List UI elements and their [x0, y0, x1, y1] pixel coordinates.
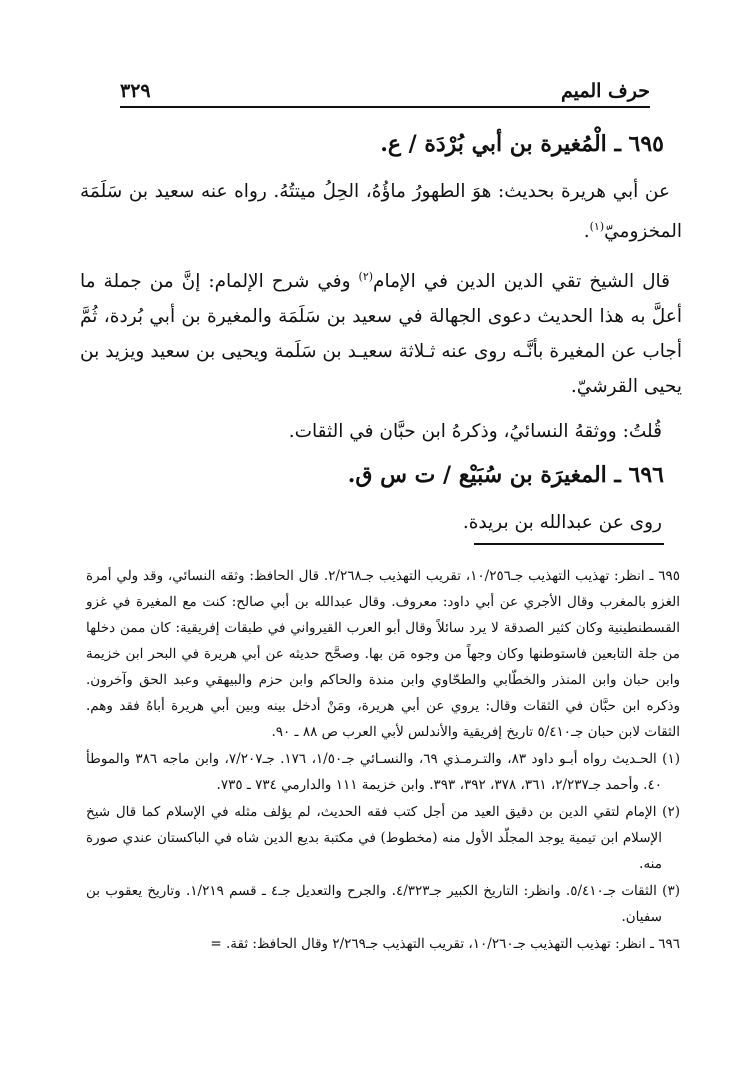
entry-695-p1-end: .: [583, 221, 590, 243]
page-header: [120, 72, 650, 108]
entry-696-heading: ٦٩٦ ـ المغيرَة بن سُبَيْع / ت س ق.: [347, 462, 664, 489]
author-remark: قُلتُ: ووثقهُ النسائيُ، وذكرهُ ابن حبَّان في الثقات.: [288, 421, 662, 443]
footnote-2: (٢) الإمام لتقي الدين بن دقيق العيد من أجل كتب فقه الحديث، لم يؤلف مثله في الإسلام كما قال شيخ الإسلام ابن تيمية يوجد المجلّد الأول منه (مخطوط) في مكتبة بديع الدين شاه في الباكستان عندي صورة منه.: [86, 804, 681, 872]
footnote-3: (٣) الثقات جـ٥/٤١٠. وانظر: التاريخ الكبير جـ٤/٣٢٣. والجرح والتعديل جـ٤ ـ قسم ١/٢١٩. وتاريخ يعقوب بن سفيان.: [86, 883, 680, 925]
footnote-695: ٦٩٥ ـ انظر: تهذيب التهذيب جـ١٠/٢٥٦، تقريب التهذيب جـ٢/٢٦٨. قال الحافظ: وثقه النسائي، وقد ولي أمرة الغزو بالمغرب وقال الأجري عن أبي داود: معروف. وقال عبدالله بن أبي صالح: كنت مع المغيرة في غزو القسطنطينية وكان كثير الصدقة لا يرد سائلاً وقال أبو العرب القيرواني في طبقات إفريقية: كان ممن دخلها من جلة التابعين فاستوطنها وكان وجهاً من وجوه مَن بها. وصحَّح حديثه عن أبي هريرة في البحر ابن خزيمة وابن حبان وابن المنذر والخطّابي والطحّاوي وابن مندة والحاكم وابن حزم والبيهقي وعبد الحق وآخرون. وذكره ابن حبَّان في الثقات وقال: يروي عن أبي هريرة، ومَنْ أدخل بينه وبين أبي هريرة أباهُ فقد وهم. الثقات لابن حبان جـ٥/٤١٠ تاريخ إفريقية والأندلس لأبي العرب ص ٨٨ ـ ٩٠.: [86, 568, 680, 740]
footnote-ref-1: (١): [589, 220, 605, 233]
entry-695-paragraph-2: [80, 259, 682, 404]
entry-695-p1-text: عن أبي هريرة بحديث: هوَ الطهورُ ماؤُهُ، الحِلُ ميتتُهُ. رواه عنه سعيد بن سَلَمَة المخزوميّ: [80, 181, 682, 243]
entry-695-p2-text-b: وفي شرح الإلمام: إنَّ من جملة ما أعلَّ به هذا الحديث دعوى الجهالة في سعيد بن سَلَمَة والمغيرة بن أبي بُردة، ثُمَّ أجاب عن المغيرة بأنَّـه روى عنه ثـلاثة سعيـد بن سَلَمة ويحيى بن سعيد ويزيد بن يحيى القرشيّ.: [80, 271, 682, 398]
entry-695-paragraph-1: [80, 174, 682, 249]
footnote-1: (١) الحـديث رواه أبـو داود ٨٣، والتـرمـذي ٦٩، والنسـائي جـ١/٥٠، ١٧٦. جـ٧/٢٠٧، وابن ماجه ٣٨٦ والموطأ ٤٠. وأحمد جـ٢/٢٣٧، ٣٦١، ٣٧٨، ٣٩٢، ٣٩٣. وابن خزيمة ١١١ والدارمي ٧٣٤ ـ ٧٣٥.: [86, 751, 680, 793]
footnotes: [86, 563, 680, 958]
entry-696-paragraph-1: روى عن عبدالله بن بريدة.: [462, 512, 662, 534]
footnote-696: ٦٩٦ ـ انظر: تهذيب التهذيب جـ١٠/٢٦٠، تقريب التهذيب جـ٢/٢٦٩ وقال الحافظ: ثقة. =: [210, 936, 680, 952]
main-text: [80, 128, 682, 550]
footnote-ref-2: (٢): [358, 270, 374, 284]
page-number: ٣٢٩: [120, 80, 151, 102]
running-title: حرف الميم: [561, 80, 650, 102]
entry-695-p2-text-a: قال الشيخ تقي الدين الدين في الإمام: [373, 271, 670, 293]
entry-695-heading: ٦٩٥ ـ الْمُغيرة بن أبي بُرْدَة / ع.: [380, 131, 664, 157]
footnote-separator: [474, 543, 664, 545]
